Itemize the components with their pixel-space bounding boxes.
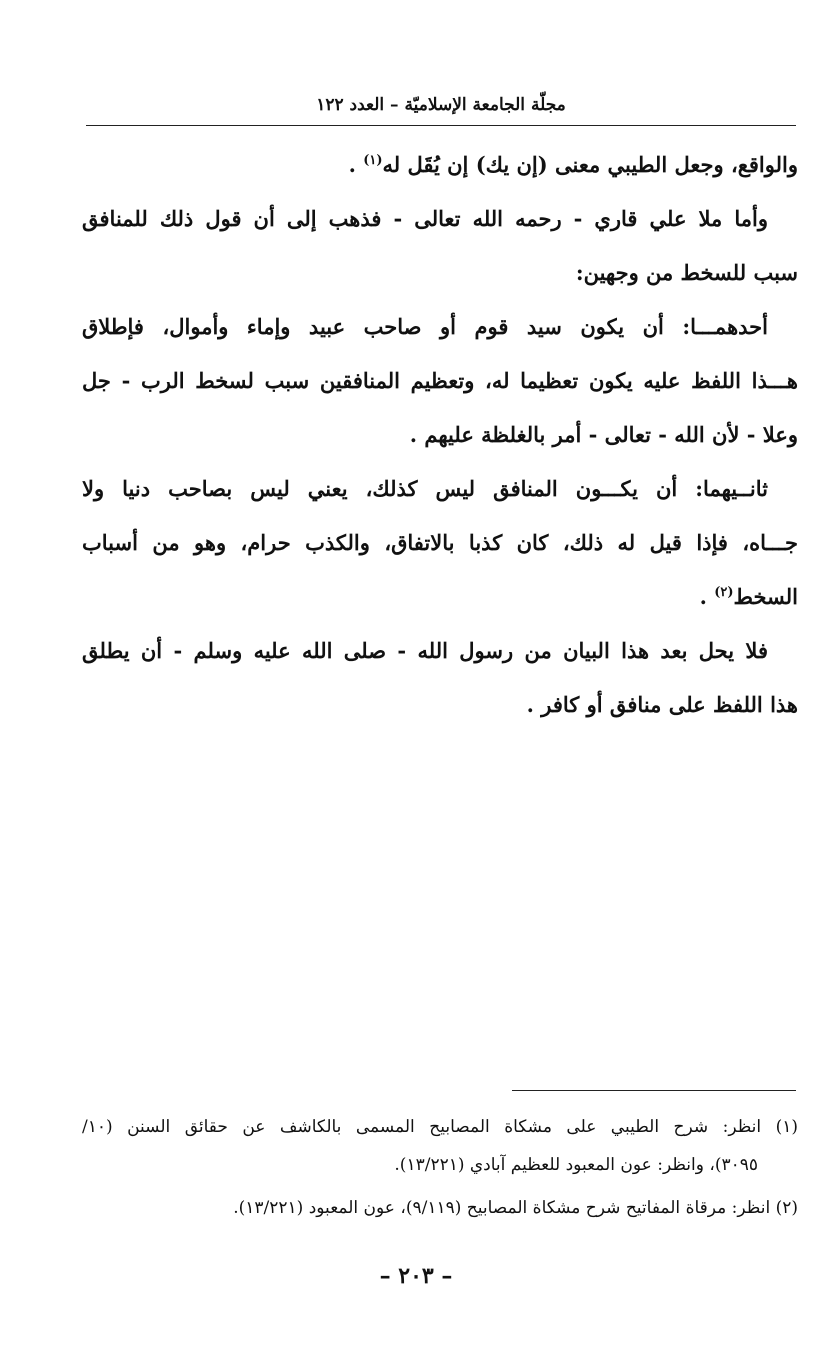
body-line-9: [82, 570, 798, 624]
body-line-7: ثانــيهما: أن يكـــون المنافق ليس كذلك، يعني ليس بصاحب دنيا ولا: [82, 476, 768, 501]
footnote-2-line-1: (٢) انظر: مرقاة المفاتيح شرح مشكاة المصابيح (٩/١١٩)، عون المعبود (١٣/٢٢١).: [233, 1198, 798, 1218]
running-header: مجلّة الجامعة الإسلاميّة – العدد ١٢٢: [316, 95, 566, 115]
body-line-8: جـــاه، فإذا قيل له ذلك، كان كذبا بالاتفاق، والكذب حرام، وهو من أسباب: [82, 530, 798, 555]
body-line-11: هذا اللفظ على منافق أو كافر .: [526, 692, 798, 717]
page-number: – ٢٠٣ –: [379, 1263, 453, 1289]
body-line-1-text: والواقع، وجعل الطيبي معنى (إن يك) إن يُقَل له: [382, 152, 798, 177]
body-line-6: وعلا - لأن الله - تعالى - أمر بالغلظة عليهم .: [409, 422, 798, 447]
footnote-1-line-1: (١) انظر: شرح الطيبي على مشكاة المصابيح المسمى بالكاشف عن حقائق السنن (١٠/: [82, 1117, 798, 1137]
footnotes: [82, 1108, 798, 1227]
body-line-9-end: .: [699, 584, 715, 609]
body-line-4: أحدهمـــا: أن يكون سيد قوم أو صاحب عبيد وإماء وأموال، فإطلاق: [82, 314, 768, 339]
body-line-1: [82, 138, 798, 192]
body-line-10: فلا يحل بعد هذا البيان من رسول الله - صلى الله عليه وسلم - أن يطلق: [82, 638, 768, 663]
body-line-3: سبب للسخط من وجهين:: [575, 260, 798, 285]
footnote-rule: [512, 1090, 796, 1091]
footnote-marker-1[interactable]: (١): [363, 153, 383, 168]
body-line-9-text: السخط: [733, 584, 798, 609]
body-line-5: هـــذا اللفظ عليه يكون تعظيما له، وتعظيم المنافقين سبب لسخط الرب - جل: [82, 368, 798, 393]
footnote-1-line-2: ٣٠٩٥)، وانظر: عون المعبود للعظيم آبادي (١٣/٢٢١).: [394, 1155, 758, 1175]
body-text: [82, 138, 798, 732]
header-rule: [86, 125, 796, 126]
body-line-2: وأما ملا علي قاري - رحمه الله تعالى - فذهب إلى أن قول ذلك للمنافق: [82, 206, 768, 231]
footnote-marker-2[interactable]: (٢): [714, 585, 734, 600]
body-line-1-end: .: [348, 152, 364, 177]
